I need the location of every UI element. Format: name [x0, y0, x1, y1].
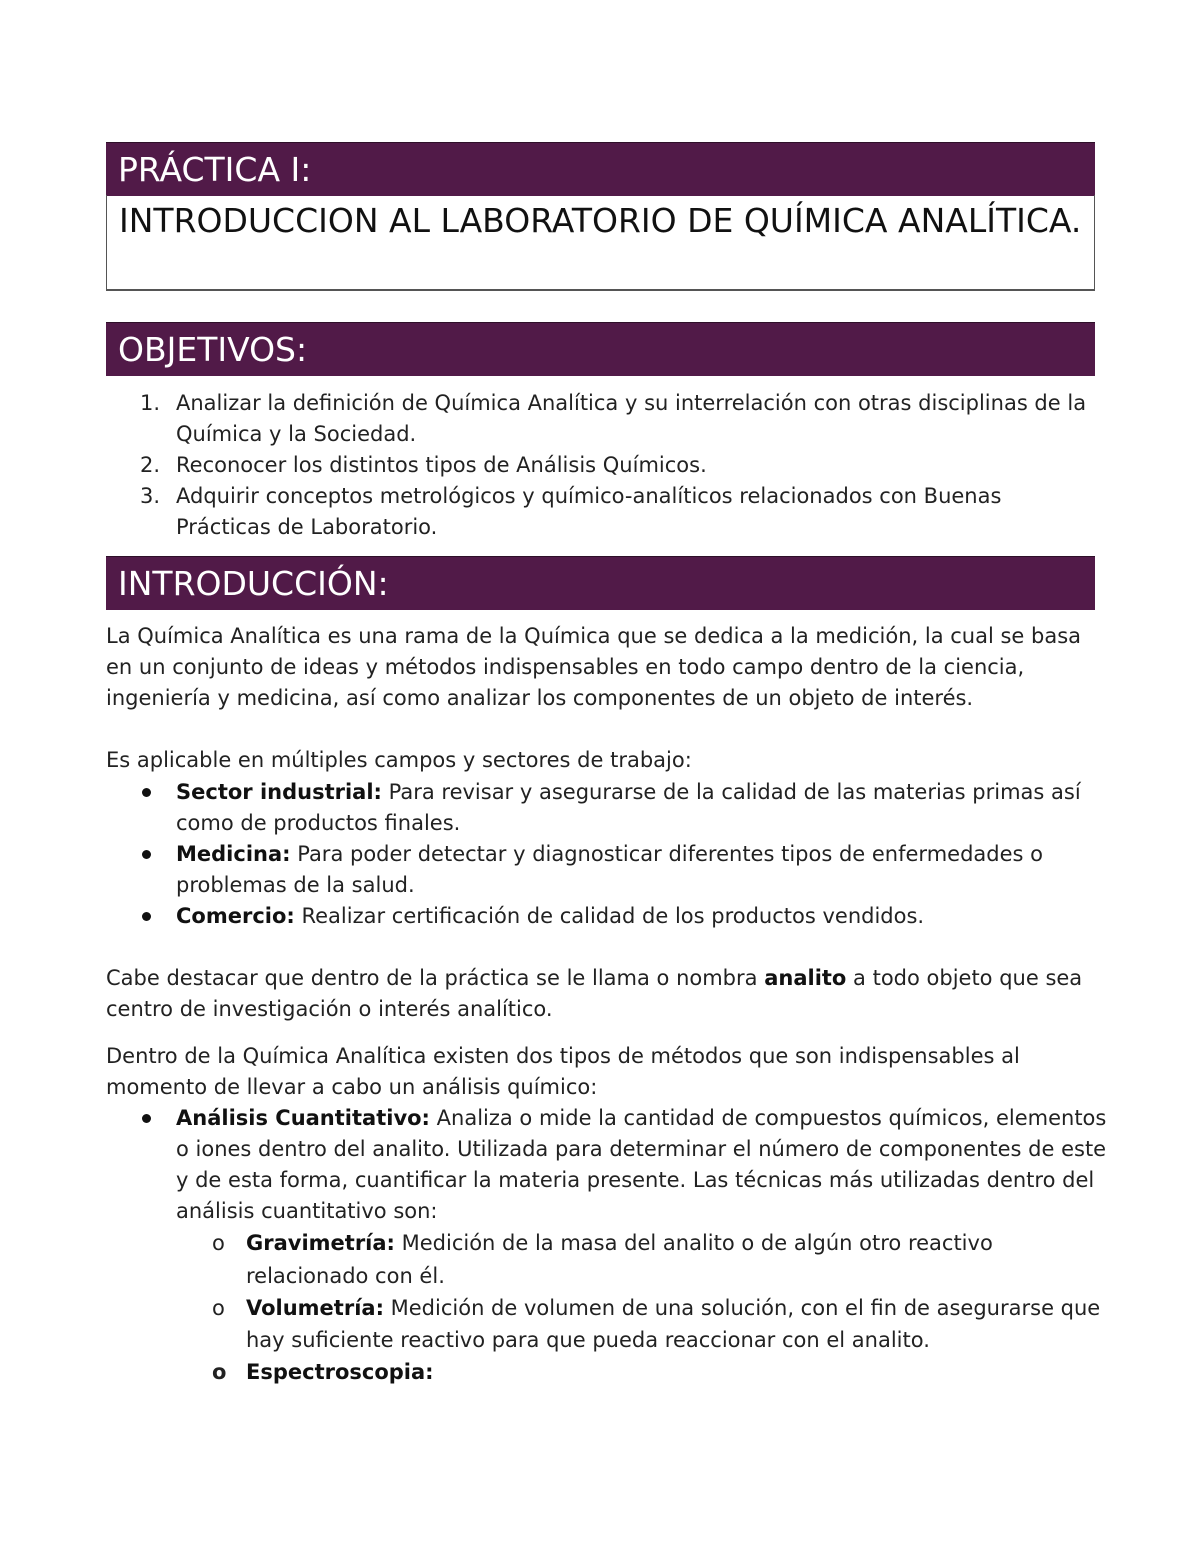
sector-item: Medicina: Para poder detectar y diagnosticar diferentes tipos de enfermedades o: [176, 842, 1043, 866]
objective-text: Química y la Sociedad.: [176, 422, 417, 446]
quantitative-item-line: y de esta forma, cuantificar la materia presente. Las técnicas más utilizadas dentro del: [176, 1168, 1095, 1192]
sector-item: Comercio: Realizar certificación de calidad de los productos vendidos.: [176, 904, 925, 928]
analito-paragraph-line2: centro de investigación o interés analítico.: [106, 997, 553, 1021]
technique-item: Volumetría: Medición de volumen de una solución, con el fin de asegurarse que: [246, 1296, 1101, 1320]
bullet-dot: [142, 912, 151, 921]
objective-text: Reconocer los distintos tipos de Análisis Químicos.: [176, 453, 707, 477]
technique-item-line2: relacionado con él.: [246, 1264, 445, 1288]
sector-item: Sector industrial: Para revisar y asegurarse de la calidad de las materias primas así: [176, 780, 1081, 804]
technique-item: Gravimetría: Medición de la masa del analito o de algún otro reactivo: [246, 1231, 993, 1255]
practice-band: [106, 142, 1095, 196]
objectives-heading: OBJETIVOS:: [118, 330, 308, 369]
introduction-band: [106, 556, 1095, 610]
objective-text: Prácticas de Laboratorio.: [176, 515, 438, 539]
technique-item-line2: hay suficiente reactivo para que pueda reaccionar con el analito.: [246, 1328, 930, 1352]
intro-paragraph-line: ingeniería y medicina, así como analizar los componentes de un objeto de interés.: [106, 686, 974, 710]
practice-label: PRÁCTICA I:: [118, 150, 312, 189]
objectives-band: [106, 322, 1095, 376]
sector-item-line2: como de productos finales.: [176, 811, 461, 835]
objective-number: 3.: [139, 484, 160, 508]
technique-item: Espectroscopia:: [246, 1360, 434, 1384]
analito-paragraph: Cabe destacar que dentro de la práctica se le llama o nombra analito a todo objeto que sea: [106, 966, 1083, 990]
objective-number: 1.: [139, 391, 160, 415]
objective-text: Analizar la definición de Química Analítica y su interrelación con otras disciplinas de la: [176, 391, 1087, 415]
quantitative-item-line: o iones dentro del analito. Utilizada para determinar el número de componentes de este: [176, 1137, 1107, 1161]
practice-title-box: [106, 195, 1095, 291]
bullet-dot: [142, 1114, 151, 1123]
sub-bullet-marker: o: [212, 1231, 225, 1255]
methods-paragraph-line: Dentro de la Química Analítica existen dos tipos de métodos que son indispensables al: [106, 1044, 1020, 1068]
quantitative-item-line: análisis cuantitativo son:: [176, 1199, 438, 1223]
methods-paragraph-line: momento de llevar a cabo un análisis químico:: [106, 1075, 598, 1099]
quantitative-item: Análisis Cuantitativo: Analiza o mide la cantidad de compuestos químicos, elementos: [176, 1106, 1107, 1130]
practice-title: INTRODUCCION AL LABORATORIO DE QUÍMICA ANALÍTICA.: [119, 201, 1082, 240]
sector-item-line2: problemas de la salud.: [176, 873, 415, 897]
intro-paragraph-line: en un conjunto de ideas y métodos indispensables en todo campo dentro de la ciencia,: [106, 655, 1025, 679]
objective-text: Adquirir conceptos metrológicos y químico-analíticos relacionados con Buenas: [176, 484, 1002, 508]
bullet-dot: [142, 788, 151, 797]
objective-number: 2.: [139, 453, 160, 477]
intro-paragraph-line: La Química Analítica es una rama de la Química que se dedica a la medición, la cual se basa: [106, 624, 1082, 648]
bullet-dot: [142, 850, 151, 859]
fields-intro-text: Es aplicable en múltiples campos y sectores de trabajo:: [106, 748, 692, 772]
introduction-heading: INTRODUCCIÓN:: [118, 564, 389, 603]
sub-bullet-marker: o: [212, 1296, 225, 1320]
sub-bullet-marker: o: [212, 1360, 227, 1384]
